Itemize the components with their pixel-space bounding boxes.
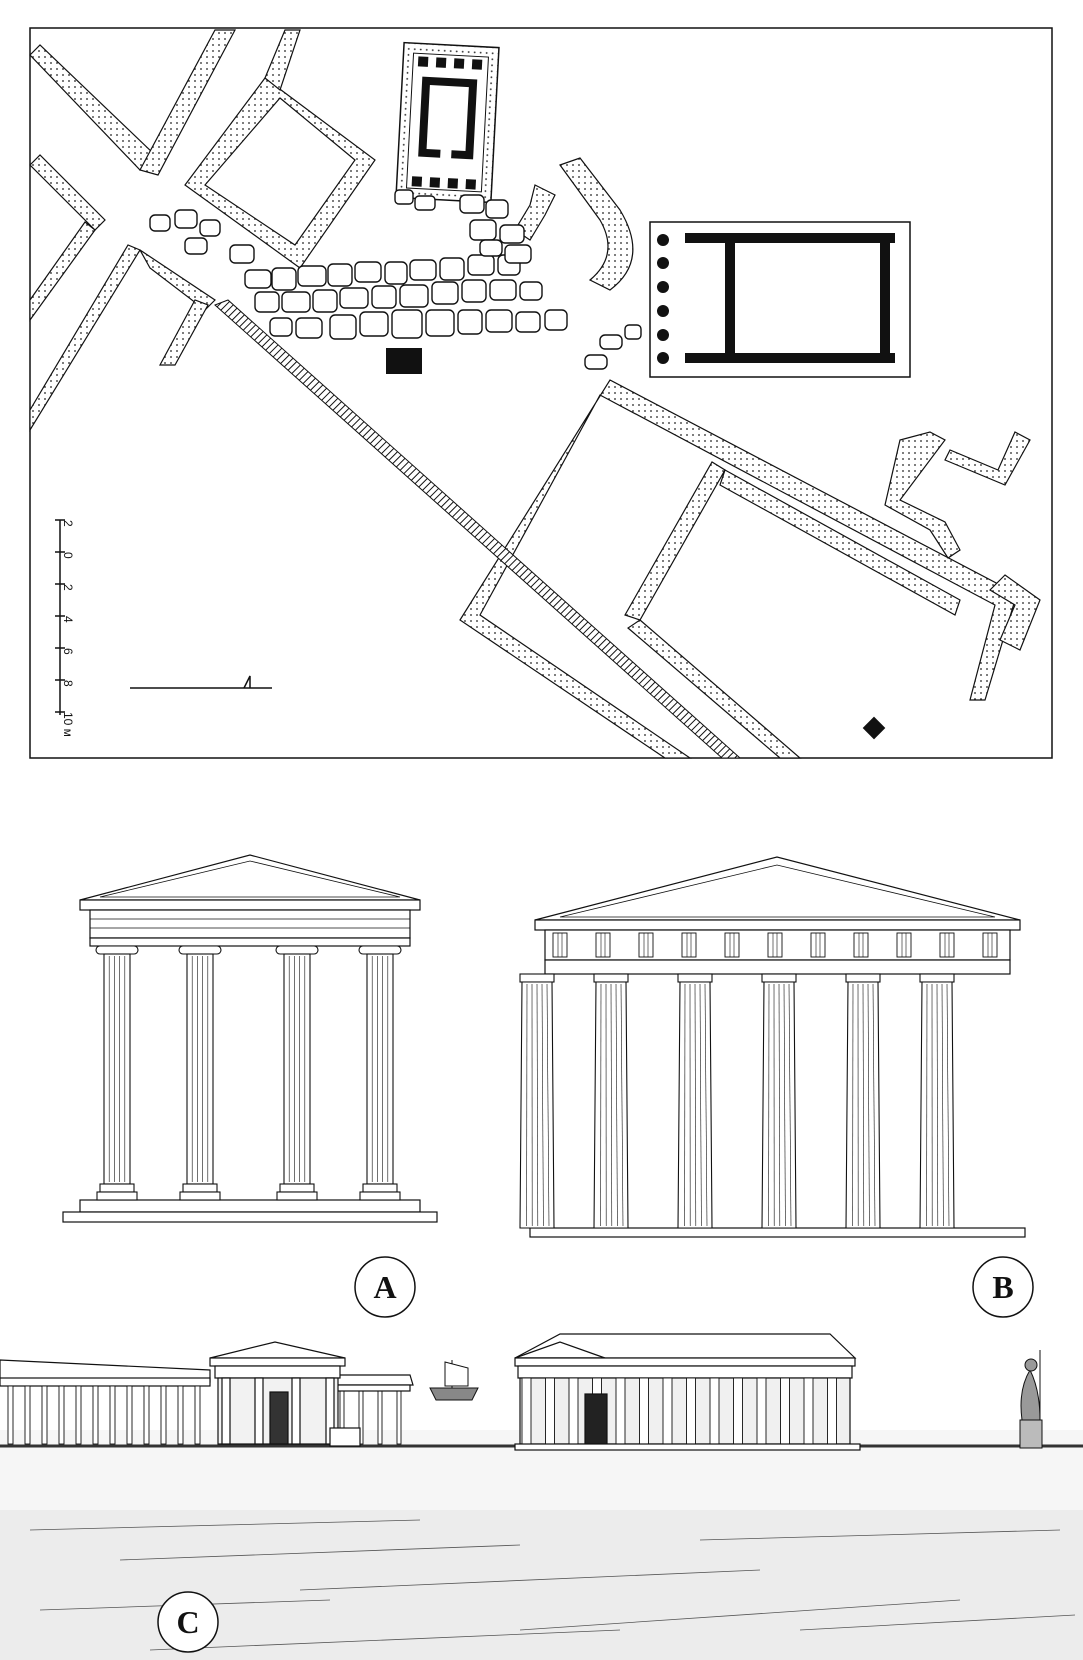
label-a: A (373, 1269, 397, 1305)
statue-icon (1020, 1350, 1042, 1448)
triglyph (983, 933, 997, 957)
stoa-column (59, 1386, 64, 1444)
label-b: B (992, 1269, 1014, 1305)
triglyph (940, 933, 954, 957)
doric-column (678, 974, 712, 1228)
triglyph (639, 933, 653, 957)
label-a-badge (350, 1252, 420, 1322)
ionic-column (179, 946, 221, 1200)
scale-label: 0 (61, 552, 75, 559)
stoa-column (397, 1391, 401, 1444)
altar-block (386, 348, 422, 374)
label-b-badge (968, 1252, 1038, 1322)
temple-column (757, 1378, 766, 1444)
temple-column (710, 1378, 719, 1444)
triglyph (725, 933, 739, 957)
triglyph (811, 933, 825, 957)
perspective-view-c (0, 1330, 1083, 1660)
scale-label: 4 (61, 616, 75, 623)
elevation-a (55, 845, 445, 1245)
temple-column (663, 1378, 672, 1444)
temple-column (781, 1378, 790, 1444)
label-c: C (176, 1604, 200, 1640)
small-temple-plan (396, 43, 499, 203)
stoa-column (42, 1386, 47, 1444)
stoa-column (195, 1386, 200, 1444)
triglyph (897, 933, 911, 957)
triglyph (682, 933, 696, 957)
doric-column (920, 974, 954, 1228)
pediment (80, 855, 420, 900)
plan-frame (30, 28, 1052, 758)
temple-column (522, 1378, 531, 1444)
temple-column (734, 1378, 743, 1444)
large-temple-plan (650, 222, 910, 377)
doric-column (520, 974, 554, 1228)
doric-column (846, 974, 880, 1228)
temple-column (569, 1378, 578, 1444)
stoa-column (378, 1391, 382, 1444)
site-plan (0, 0, 1083, 770)
stoa-column (178, 1386, 183, 1444)
triglyph (553, 933, 567, 957)
stoa-column (93, 1386, 98, 1444)
doric-column (762, 974, 796, 1228)
scale-label: 6 (61, 648, 75, 655)
temple-column (804, 1378, 813, 1444)
large-temple-elevation (515, 1334, 860, 1450)
stoa-column (161, 1386, 166, 1444)
temple-column (687, 1378, 696, 1444)
ionic-column (276, 946, 318, 1200)
scale-label: 2 (61, 584, 75, 591)
stoa-column (127, 1386, 132, 1444)
temple-column (640, 1378, 649, 1444)
pediment (535, 857, 1020, 920)
temple-column (546, 1378, 555, 1444)
scale-label: 2 (61, 520, 75, 527)
ionic-column (359, 946, 401, 1200)
small-temple-elevation (210, 1342, 360, 1446)
doric-column (594, 974, 628, 1228)
stoa-column (144, 1386, 149, 1444)
stoa-column (8, 1386, 13, 1444)
ship-icon (430, 1360, 478, 1400)
triglyph (768, 933, 782, 957)
triglyph (596, 933, 610, 957)
scale-label: 8 (61, 680, 75, 687)
stoa-column (76, 1386, 81, 1444)
triglyph (854, 933, 868, 957)
stoa-column (25, 1386, 30, 1444)
temple-column (616, 1378, 625, 1444)
scale-label: 10 м (61, 712, 75, 737)
ionic-column (96, 946, 138, 1200)
stoa-column (110, 1386, 115, 1444)
temple-column (828, 1378, 837, 1444)
elevation-b (515, 845, 1040, 1245)
